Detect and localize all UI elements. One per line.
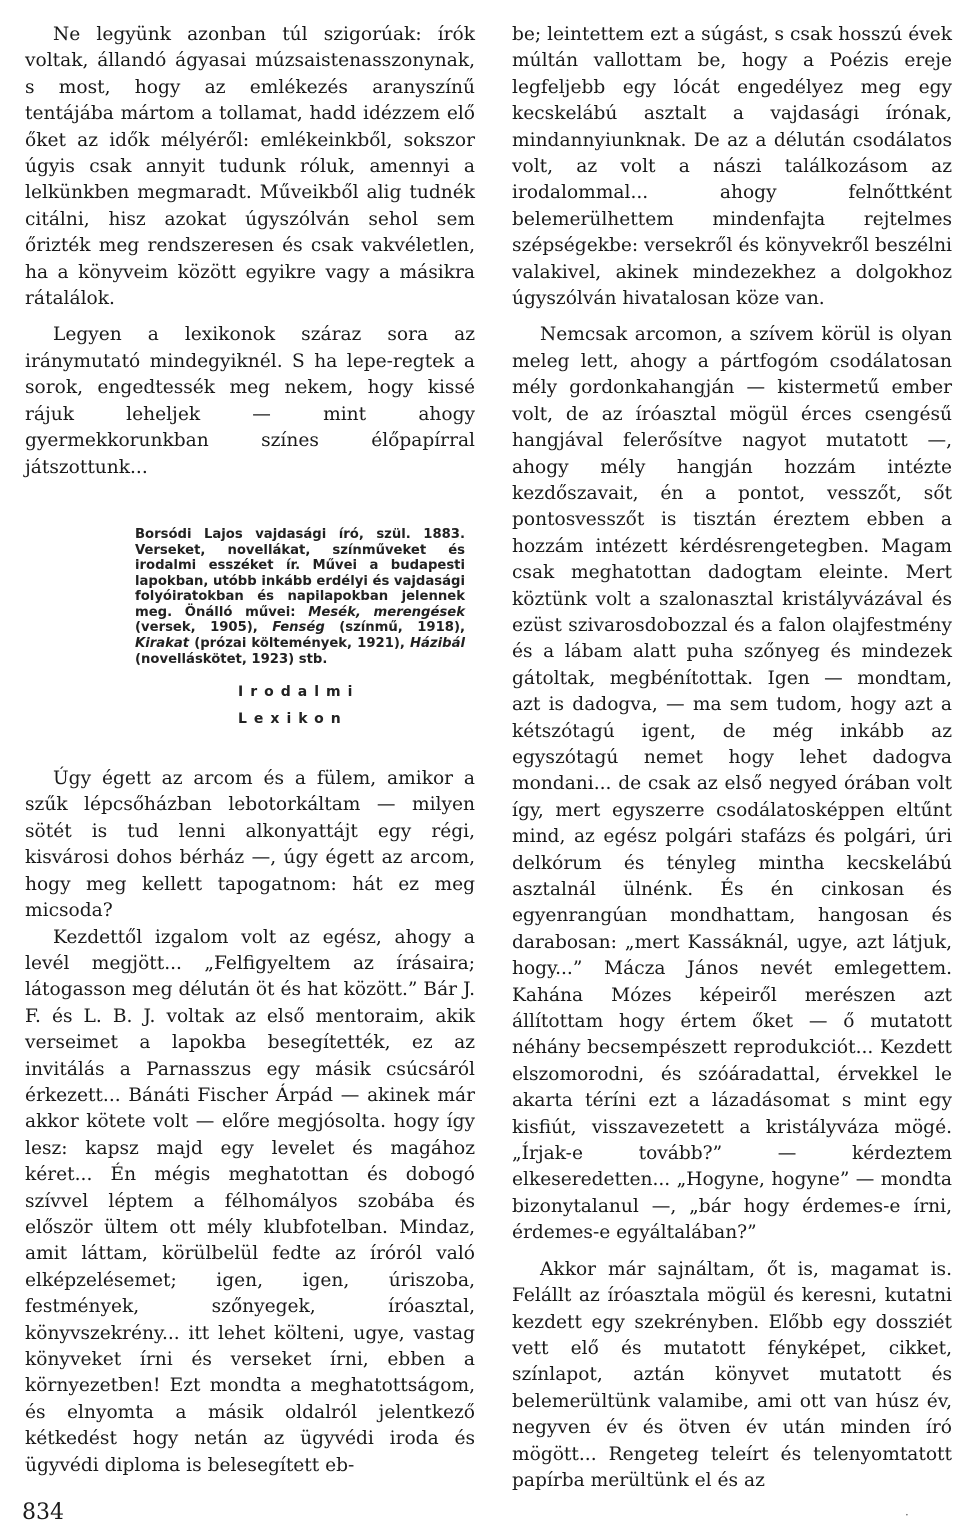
left-paragraph-2: Legyen a lexikonok száraz sora az iránymutató mindegyiknél. S ha lepe-regtek a sorok, engedtessék meg nekem, hogy kissé rájuk leheljek — mint ahogy gyermekkorunkban színes élőpapírral játszottunk... [25,324,475,478]
work-title-3: Kirakat [135,636,190,652]
work-note-3: (prózai költemények, 1921), [189,636,410,652]
left-paragraph-4: Kezdettől izgalom volt az egész, ahogy a levél megjött... „Felfigyeltem az írásaira; látogasson meg délután öt és hat között.” Bár J. F. és L. B. J. voltak az első mentoraim, akik verseimet a lapokba besegítették, ez az invitálás a Parnasszus egy másik csúcsáról érkezett... Bánáti Fischer Árpád — akinek már akkor kötete volt — előre megjósolta. hogy így lesz: kapsz majd egy levelet és magához kéret... Én mégis meghatottan és dobogó szívvel léptem a félhomályos szobába és először ültem ott mély klubfotelban. Mindaz, amit láttam, körülbelül fedte az íróról való elképzelésemet; igen, igen, úriszoba, festmények, szőnyegek, íróasztal, könyvszekrény... itt lehet költeni, ugye, vastag könyveket írni és verseket írni, ebben a környezetben! Ezt mondta a meghatottságom, és elnyomta a másik oldalról jelentkező kétkedést hogy netán az ügyvédi iroda és ügyvédi diploma is belesegített eb- [25,926,475,1476]
right-column [512,22,952,1494]
work-note-4: (novelláskötet, 1923) stb. [135,651,328,667]
right-paragraph-2: Nemcsak arcomon, a szívem körül is olyan meleg lett, ahogy a pártfogóm csodálatosan mély gordonkahangján — kistermetű ember volt, de az íróasztal mögül érces csengésű hangjával felerősítve nagyot mutatott —, ahogy mély hangján hozzám intézte kezdőszavait, én a pontot, vesszőt, sőt pontosvesszőt is tisztán éreztem ebben a hozzám intézett kérdésrengetegben. Magam csak meghatottan dadogtam eleinte. Mert köztünk volt a szalonasztal kristályvázával és ezüst szivarosdobozzal és a falon olajfestmény és a lábam alatt puha szőnyeg és mindezek gátoltak, megbénítottak. Igen — mondtam, azt is dadogva, — ma sem tudom, hogy azt a kétszótagú igent, de még inkább az egyszótagú nemet hogy lehet dadogva mondani... de csak az első negyed órában volt így, mert egyszerre csodálatosképpen eltűnt mind, az egész polgári stafázs és polgári, úri delkórum és tényleg mintha kecskelábú asztalnál ülnénk. És én cinkosan és egyenrangúan mondhattam, hangosan és darabosan: „mert Kassáknál, ugye, azt látjuk, hogy...” Mácza János nevét emlegettem. Kahána Mózes képeiről merészen azt állítottam hogy értem őket — ő mutatott néhány becsempészett reprodukciót... Kezdett elszomorodni, és szóáradattal, érvekkel le akarta téríni ezt a lázadásomat s mint egy kisfiút, visszavezetett a kristályváza mögé. „Írjak-e tovább?” — kérdeztem elkeseredetten... „Hogyne, hogyne” — mondta bizonytalanul —, „bár hogy érdemes-e írni, érdemes-e egyáltalában?” [512,324,952,1244]
left-paragraph-1: Ne legyünk azonban túl szigorúak: írók voltak, állandó ágyasai múzsaistenasszonynak, s most, hogy az emlékezés aranyszínű tentájába mártom a tollamat, hadd idézzem elő őket az idők mélyéről: emlékeinkből, sokszor úgyis csak annyit tudunk róluk, amennyi a lelkünkben megmaradt. Műveikből alig tudnék citálni, hisz azokat úgyszólván sehol sem őrizték meg rendszeresen és csak vakvéletlen, ha a könyveim között egyikre vagy a másikra rátalálok. [25,24,475,310]
right-paragraph-3: Akkor már sajnáltam, őt is, magamat is. Felállt az íróasztala mögül és keresni, kutatni kezdett egy szekrényben. Előbb egy dossziét vett elő és mutatott fényképet, cikket, színlapot, aztán könyvet mutatott és belemerültünk valamibe, ami ott van húsz év, negyven év és ötven év után minden író mögött... Rengeteg teleírt és telenyomtatott papírba merültünk el és az [512,1258,952,1491]
lexicon-entry-text: Borsódi Lajos vajdasági író, szül. 1883. Verseket, novellákat, színműveket és irodalmi esszéket ír. Művei a budapesti lapokban, utóbb inkább erdélyi és vajdasági folyóiratokban és napilapokban jelennek meg. Önálló művei: [135,526,465,620]
work-title-1: Mesék, merengések [308,604,465,620]
corner-mark: · [905,1508,909,1522]
left-paragraph-3: Úgy égett az arcom és a fülem, amikor a szűk lépcsőházban lebotorkáltam — milyen sötét is tud lenni alkonyattájt egy régi, kisvárosi dohos bérház —, úgy égett az arcom, hogy meg kellett tapogatnom: hát ez meg micsoda? [25,768,475,922]
work-note-2: (színmű, 1918), [324,620,465,636]
lexicon-source: Irodalmi Lexikon [238,684,360,727]
work-title-4: Házibál [410,636,465,652]
lexicon-entry [135,527,465,667]
work-title-2: Fenség [272,620,325,636]
work-note-1: (versek, 1905), [135,620,273,636]
page-number: 834 [22,1500,64,1525]
right-paragraph-1: be; leintettem ezt a súgást, s csak hosszú évek múltán vallottam be, hogy a Poézis ereje legfeljebb egy lócát engedélyez meg egy kecskelábú asztalt a vajdasági írónak, mindannyiunknak. De az a délután csodálatos volt, az volt a nászi találkozásom az irodalommal... ahogy felnőttként belemerülhettem mindenfajta rejtelmes szépségekbe: versekről és könyvekről beszélni valakivel, akinek mindezekhez a dolgokhoz úgyszólván hivatalosan köze van. [512,24,952,310]
left-column [25,22,475,1479]
